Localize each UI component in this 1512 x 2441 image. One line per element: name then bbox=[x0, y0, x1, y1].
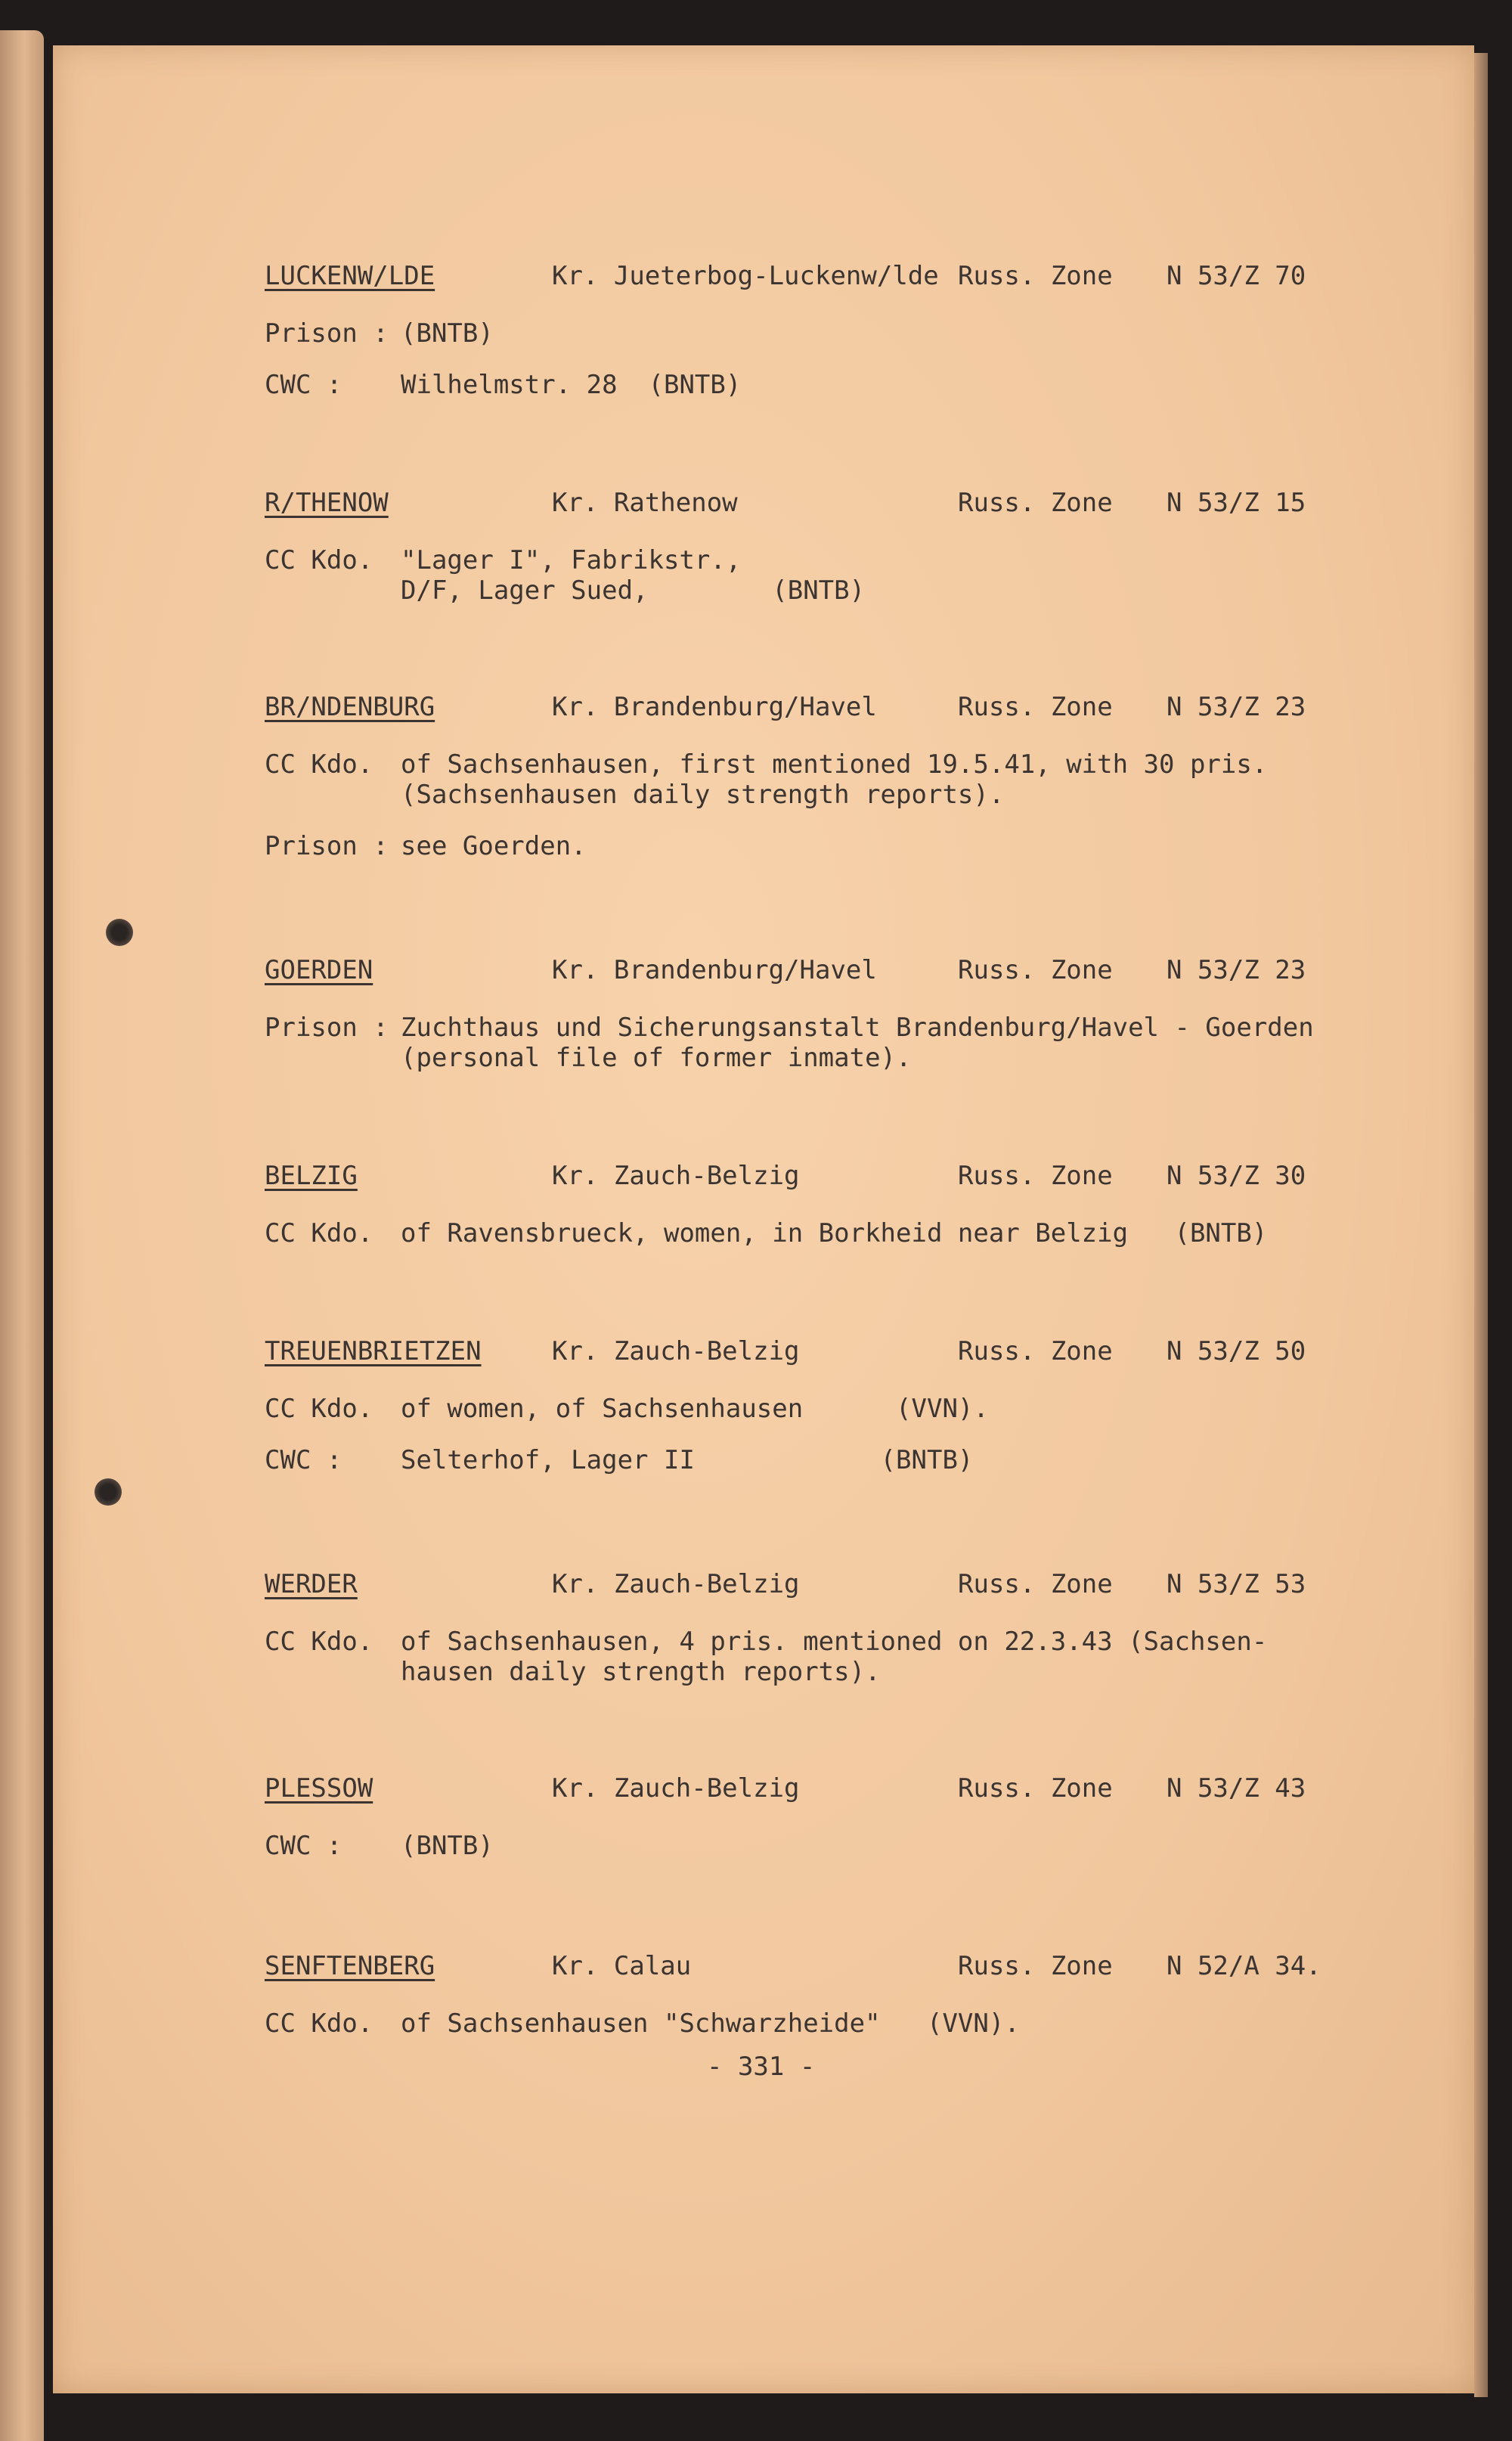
entry-header bbox=[265, 692, 1323, 728]
entry-rthenow bbox=[265, 488, 1323, 606]
zone: Russ. Zone bbox=[958, 1951, 1113, 1981]
place-name: TREUENBRIETZEN bbox=[265, 1336, 482, 1366]
entry-line bbox=[265, 1627, 1323, 1687]
line-label: CC Kdo. bbox=[265, 545, 373, 575]
book-spine bbox=[0, 30, 44, 2441]
entry-belzig bbox=[265, 1161, 1323, 1248]
zone: Russ. Zone bbox=[958, 1773, 1113, 1804]
zone: Russ. Zone bbox=[958, 692, 1113, 722]
line-label: CWC : bbox=[265, 1831, 342, 1861]
zone: Russ. Zone bbox=[958, 955, 1113, 985]
entry-line bbox=[265, 545, 1323, 606]
entry-senftenberg bbox=[265, 1951, 1323, 2039]
district: Kr. Zauch-Belzig bbox=[552, 1161, 800, 1191]
zone: Russ. Zone bbox=[958, 488, 1113, 518]
entry-line bbox=[265, 318, 1323, 349]
grid-reference: N 53/Z 50 bbox=[1167, 1336, 1306, 1366]
grid-reference: N 53/Z 23 bbox=[1167, 955, 1306, 985]
district: Kr. Zauch-Belzig bbox=[552, 1773, 800, 1804]
district: Kr. Jueterbog-Luckenw/lde bbox=[552, 261, 939, 291]
entry-plessow bbox=[265, 1773, 1323, 1861]
line-text: Wilhelmstr. 28 (BNTB) bbox=[401, 370, 742, 400]
zone: Russ. Zone bbox=[958, 1336, 1113, 1366]
entry-werder bbox=[265, 1569, 1323, 1687]
entry-header bbox=[265, 1569, 1323, 1605]
place-name: BELZIG bbox=[265, 1161, 358, 1191]
entry-line bbox=[265, 1013, 1323, 1073]
page-stack-edge bbox=[1474, 53, 1488, 2397]
grid-reference: N 52/A 34. bbox=[1167, 1951, 1321, 1981]
grid-reference: N 53/Z 43 bbox=[1167, 1773, 1306, 1804]
entry-line bbox=[265, 749, 1323, 810]
line-label: CWC : bbox=[265, 1445, 342, 1475]
line-text: see Goerden. bbox=[401, 831, 587, 861]
place-name: WERDER bbox=[265, 1569, 358, 1599]
zone: Russ. Zone bbox=[958, 1569, 1113, 1599]
line-label: CC Kdo. bbox=[265, 1218, 373, 1248]
line-label: CC Kdo. bbox=[265, 749, 373, 780]
grid-reference: N 53/Z 23 bbox=[1167, 692, 1306, 722]
entry-header bbox=[265, 488, 1323, 524]
line-label: CC Kdo. bbox=[265, 1394, 373, 1424]
line-text: Selterhof, Lager II (BNTB) bbox=[401, 1445, 974, 1475]
place-name: R/THENOW bbox=[265, 488, 389, 518]
line-text: of Sachsenhausen, first mentioned 19.5.41, with 30 pris. (Sachsenhausen daily strength reports). bbox=[401, 749, 1268, 810]
entry-header bbox=[265, 1773, 1323, 1810]
place-name: GOERDEN bbox=[265, 955, 373, 985]
line-label: CC Kdo. bbox=[265, 1627, 373, 1657]
line-text: (BNTB) bbox=[401, 318, 494, 349]
zone: Russ. Zone bbox=[958, 1161, 1113, 1191]
entry-line bbox=[265, 831, 1323, 861]
entry-header bbox=[265, 955, 1323, 991]
place-name: PLESSOW bbox=[265, 1773, 373, 1804]
entry-header bbox=[265, 1951, 1323, 1987]
line-text: "Lager I", Fabrikstr., D/F, Lager Sued, (BNTB) bbox=[401, 545, 866, 606]
grid-reference: N 53/Z 15 bbox=[1167, 488, 1306, 518]
line-label: CC Kdo. bbox=[265, 2008, 373, 2039]
entry-header bbox=[265, 1336, 1323, 1372]
entry-line bbox=[265, 1218, 1323, 1248]
line-text: of Sachsenhausen, 4 pris. mentioned on 22.3.43 (Sachsen- hausen daily strength reports). bbox=[401, 1627, 1268, 1687]
grid-reference: N 53/Z 70 bbox=[1167, 261, 1306, 291]
line-label: Prison : bbox=[265, 1013, 389, 1043]
line-text: Zuchthaus und Sicherungsanstalt Brandenburg/Havel - Goerden (personal file of former inmate). bbox=[401, 1013, 1314, 1073]
district: Kr. Calau bbox=[552, 1951, 692, 1981]
place-name: LUCKENW/LDE bbox=[265, 261, 435, 291]
entry-line bbox=[265, 2008, 1323, 2039]
entry-line bbox=[265, 1394, 1323, 1424]
district: Kr. Rathenow bbox=[552, 488, 738, 518]
punch-hole bbox=[106, 919, 133, 946]
entry-goerden bbox=[265, 955, 1323, 1073]
entry-line bbox=[265, 1831, 1323, 1861]
district: Kr. Brandenburg/Havel bbox=[552, 692, 877, 722]
line-text: (BNTB) bbox=[401, 1831, 494, 1861]
entry-header bbox=[265, 261, 1323, 297]
entry-line bbox=[265, 370, 1323, 400]
punch-hole bbox=[94, 1478, 122, 1506]
entry-line bbox=[265, 1445, 1323, 1475]
zone: Russ. Zone bbox=[958, 261, 1113, 291]
line-label: Prison : bbox=[265, 831, 389, 861]
place-name: SENFTENBERG bbox=[265, 1951, 435, 1981]
line-text: of Sachsenhausen "Schwarzheide" (VVN). bbox=[401, 2008, 1020, 2039]
entry-brndenburg bbox=[265, 692, 1323, 861]
entry-luckenwlde bbox=[265, 261, 1323, 400]
line-text: of women, of Sachsenhausen (VVN). bbox=[401, 1394, 989, 1424]
entry-treuenbrietzen bbox=[265, 1336, 1323, 1475]
page-number: - 331 - bbox=[707, 2052, 816, 2082]
line-label: CWC : bbox=[265, 370, 342, 400]
district: Kr. Brandenburg/Havel bbox=[552, 955, 877, 985]
line-text: of Ravensbrueck, women, in Borkheid near Belzig (BNTB) bbox=[401, 1218, 1268, 1248]
grid-reference: N 53/Z 53 bbox=[1167, 1569, 1306, 1599]
district: Kr. Zauch-Belzig bbox=[552, 1336, 800, 1366]
district: Kr. Zauch-Belzig bbox=[552, 1569, 800, 1599]
grid-reference: N 53/Z 30 bbox=[1167, 1161, 1306, 1191]
entry-header bbox=[265, 1161, 1323, 1197]
line-label: Prison : bbox=[265, 318, 389, 349]
place-name: BR/NDENBURG bbox=[265, 692, 435, 722]
